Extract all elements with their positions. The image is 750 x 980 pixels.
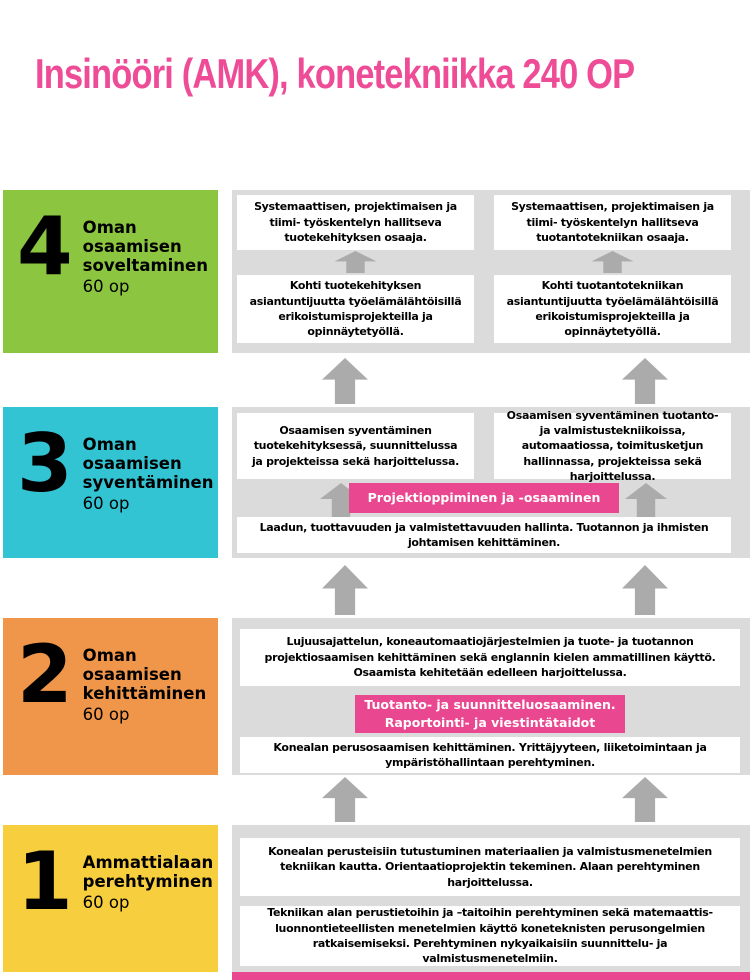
level-4-col1-path-box: Kohti tuotekehityksen asiantuntijuutta työelämälähtöisillä erikoistumisprojekteilla ja opinnäytetyöllä. <box>237 275 474 343</box>
up-arrow-icon <box>622 565 668 615</box>
bottom-accent-strip <box>232 972 750 980</box>
up-arrow-icon <box>322 565 368 615</box>
level-2-bottom-box: Konealan perusosaamisen kehittäminen. Yrittäjyyteen, liiketoimintaan ja ympäristöhallintaan perehtyminen. <box>240 737 740 773</box>
level-1-label: Ammattialaan perehtyminen <box>82 853 214 892</box>
up-arrow-icon <box>622 358 668 404</box>
transition-arrows-3-to-4 <box>232 358 750 404</box>
level-3-row <box>3 407 750 558</box>
project-learning-banner: Projektioppiminen ja -osaaminen <box>349 483 619 513</box>
level-3-label: Oman osaamisen syventäminen <box>82 435 214 493</box>
transition-arrows-2-to-3 <box>232 565 750 615</box>
level-1-number: 1 <box>17 835 70 928</box>
transition-arrows-1-to-2 <box>232 777 750 822</box>
level-3-right-box: Osaamisen syventäminen tuotanto- ja valmistustekniikoissa, automaatiossa, toimitusketjun hallinnassa, projekteissa sekä harjoittelussa. <box>494 413 731 479</box>
up-arrow-icon <box>322 358 368 404</box>
level-4-col1-outcome-box: Systemaattisen, projektimaisen ja tiimi- työskentelyn hallitseva tuotekehityksen osaaja. <box>237 195 474 250</box>
level-2-content-band <box>232 618 750 775</box>
level-4-text <box>83 214 215 353</box>
level-4-col2-path-box: Kohti tuotantotekniikan asiantuntijuutta työelämälähtöisillä erikoistumisprojekteilla ja opinnäytetyöllä. <box>494 275 731 343</box>
level-2-stage-box <box>3 618 218 775</box>
level-2-number: 2 <box>17 628 70 721</box>
up-arrow-icon <box>322 777 368 822</box>
level-4-column-product-development <box>237 195 474 343</box>
up-arrow-icon <box>335 251 377 273</box>
level-4-label: Oman osaamisen soveltaminen <box>82 218 208 276</box>
level-3-top-boxes <box>237 408 731 484</box>
arrow-slot <box>237 250 474 274</box>
level-3-stage-box <box>3 407 218 558</box>
level-3-credits: 60 op <box>82 494 130 514</box>
up-arrow-icon <box>625 483 667 517</box>
arrow-slot <box>494 250 731 274</box>
level-3-left-box: Osaamisen syventäminen tuotekehityksessä, suunnittelussa ja projekteissa sekä harjoittelussa. <box>237 413 474 479</box>
level-3-bottom-box: Laadun, tuottavuuden ja valmistettavuuden hallinta. Tuotannon ja ihmisten johtamisen kehittäminen. <box>237 517 731 553</box>
banner-line-2: Raportointi- ja viestintätaidot <box>384 715 596 730</box>
level-4-column-production-technology <box>494 195 731 343</box>
level-1-credits: 60 op <box>82 893 130 913</box>
level-3-text <box>83 431 215 558</box>
level-4-number: 4 <box>17 200 70 293</box>
level-4-col2-outcome-box: Systemaattisen, projektimaisen ja tiimi- työskentelyn hallitseva tuotantotekniikan osaaja. <box>494 195 731 250</box>
page-title: Insinööri (AMK), konetekniikka 240 OP <box>35 50 635 97</box>
level-4-credits: 60 op <box>82 277 130 297</box>
level-3-content-band <box>232 407 750 558</box>
up-arrow-icon <box>592 251 634 273</box>
level-1-text <box>83 849 215 972</box>
level-2-top-box: Lujuusajattelun, koneautomaatiojärjestelmien ja tuote- ja tuotannon projektiosaamisen kehittäminen sekä englannin kielen ammatillinen käyttö. Osaamista kehitetään edelleen harjoittelussa. <box>240 629 740 686</box>
level-1-bottom-box: Tekniikan alan perustietoihin ja –taitoihin perehtyminen sekä matemaattis-luonnontieteellisten menetelmien käyttö koneteknisten perusongelmien ratkaisemiseksi. Perehtyminen nykyaikaisiin suunnittelu- ja valmistusmenetelmiin. <box>240 906 740 966</box>
level-4-content-band <box>232 190 750 353</box>
level-2-credits: 60 op <box>82 705 130 725</box>
level-1-content-band <box>232 825 750 972</box>
banner-line-1: Tuotanto- ja suunnitteluosaaminen. <box>364 696 616 712</box>
level-3-number: 3 <box>17 417 70 510</box>
level-2-text <box>83 642 215 775</box>
up-arrow-icon <box>622 777 668 822</box>
production-design-banner <box>355 695 625 733</box>
level-1-row <box>3 825 750 972</box>
level-3-banner-row <box>237 483 731 513</box>
level-2-label: Oman osaamisen kehittäminen <box>82 646 207 704</box>
level-1-top-box: Konealan perusteisiin tutustuminen materiaalien ja valmistusmenetelmien tekniikan kautta. Orientaatioprojektin tekeminen. Alaan perehtyminen harjoittelussa. <box>240 838 740 896</box>
level-1-stage-box <box>3 825 218 972</box>
level-4-stage-box <box>3 190 218 353</box>
level-2-row <box>3 618 750 775</box>
level-4-row <box>3 190 750 353</box>
